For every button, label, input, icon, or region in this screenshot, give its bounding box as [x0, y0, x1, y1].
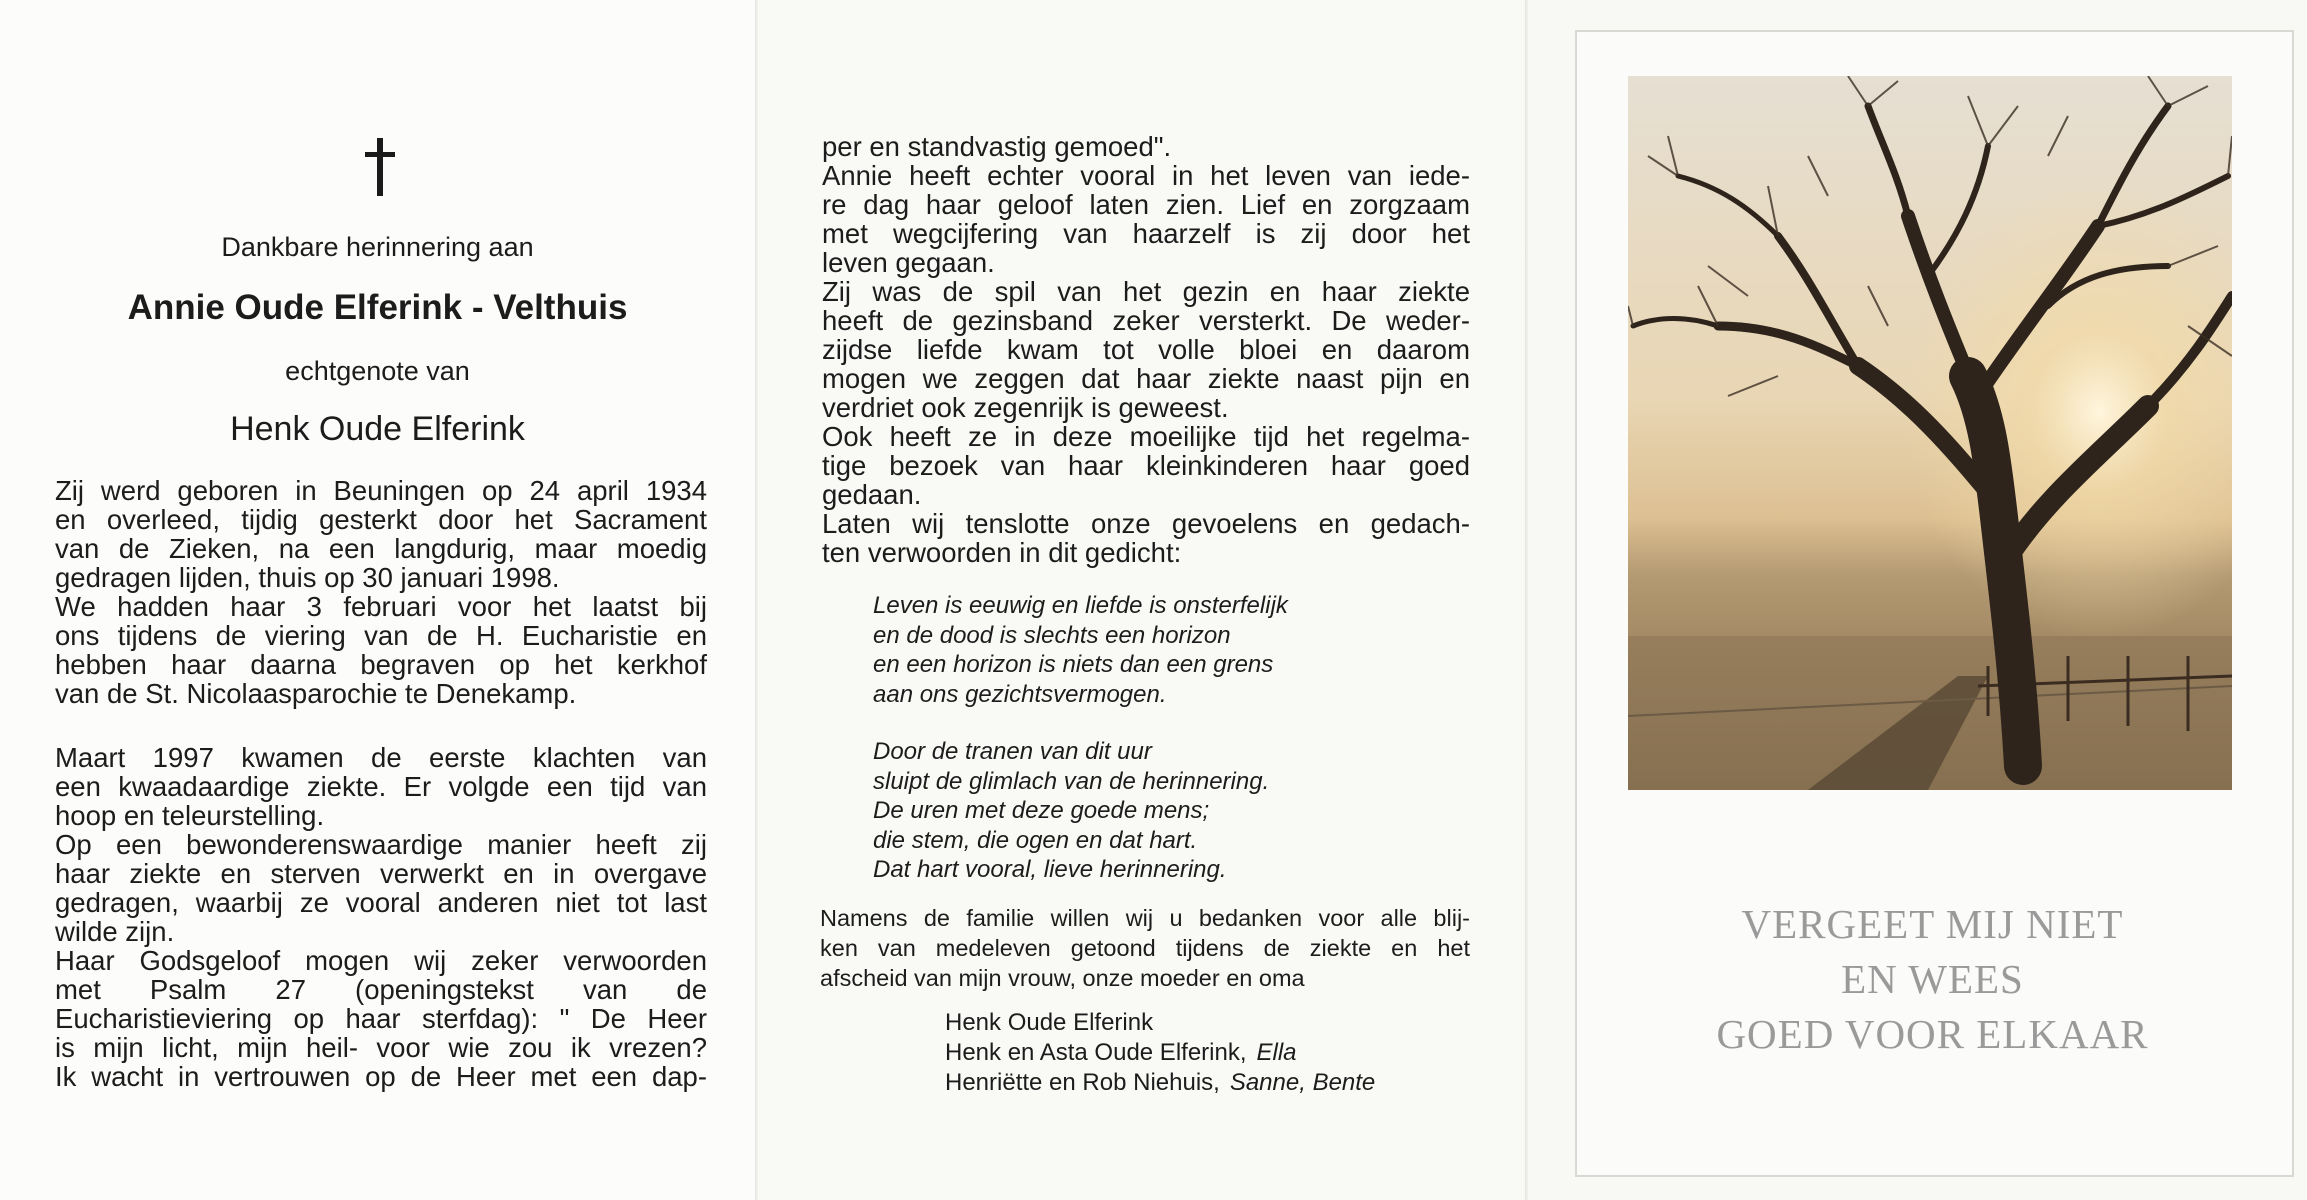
text-line: Ook heeft ze in deze moeilijke tijd het regelma- — [822, 421, 1470, 452]
text-line: afscheid van mijn vrouw, onze moeder en oma — [820, 965, 1305, 991]
poem-line: en een horizon is niets dan een grens — [873, 651, 1274, 678]
text-line: Namens de familie willen wij u bedanken voor alle blij- — [820, 905, 1470, 931]
poem-line: Door de tranen van dit uur — [873, 738, 1152, 765]
poem-line: aan ons gezichtsvermogen. — [873, 680, 1167, 708]
text-line: van de Zieken, na een langdurig, maar moedig — [55, 533, 707, 564]
text-line: hoop en teleurstelling. — [55, 800, 325, 831]
text-line: ten verwoorden in dit gedicht: — [822, 537, 1182, 568]
tree-landscape-photo — [1628, 76, 2232, 790]
text-line: Zij werd geboren in Beuningen op 24 april 1934 — [55, 475, 707, 506]
text-line: We hadden haar 3 februari voor het laatst bij — [55, 591, 707, 622]
text-line: met wegcijfering van haarzelf is zij door het — [822, 218, 1470, 249]
thanks-paragraph — [820, 903, 1470, 993]
poem-line: Leven is eeuwig en liefde is onsterfelijk — [873, 592, 1288, 619]
motto-line: VERGEET MIJ NIET — [1741, 901, 2124, 947]
poem-stanza — [873, 737, 1269, 885]
fold-line — [755, 0, 758, 1200]
text-line: zijdse liefde kwam tot volle bloei en daarom — [822, 334, 1470, 365]
text-line: is mijn licht, mijn heil- voor wie zou ik vrezen? — [55, 1032, 707, 1063]
cross-icon — [365, 138, 395, 196]
motto-line: EN WEES — [1841, 956, 2024, 1002]
text-line: tige bezoek van haar kleinkinderen haar goed — [822, 450, 1470, 481]
text-line: hebben haar daarna begraven op het kerkhof — [55, 649, 707, 680]
poem-line: die stem, die ogen en dat hart. — [873, 826, 1198, 854]
intro-text: Dankbare herinnering aan — [221, 232, 534, 262]
text-line: een kwaadaardige ziekte. Er volgde een tijd van — [55, 771, 707, 802]
spouse-name: Henk Oude Elferink — [230, 410, 525, 448]
text-line: Zij was de spil van het gezin en haar ziekte — [822, 276, 1470, 307]
text-line: Ik wacht in vertrouwen op de Heer met een dap- — [55, 1061, 707, 1092]
text-line: gedragen lijden, thuis op 30 januari 1998. — [55, 562, 560, 593]
illness-paragraph — [55, 743, 707, 1091]
poem-line: en de dood is slechts een horizon — [873, 621, 1231, 649]
text-line: re dag haar geloof laten zien. Lief en zorgzaam — [822, 189, 1470, 220]
spouse-label: echtgenote van — [285, 356, 470, 386]
text-line: per en standvastig gemoed". — [822, 131, 1172, 162]
family-signatures — [945, 1008, 1375, 1098]
signature-line: Henriëtte en Rob Niehuis, Sanne, Bente — [945, 1069, 1376, 1096]
text-line: verdriet ook zegenrijk is geweest. — [822, 392, 1229, 423]
text-line: wilde zijn. — [55, 916, 175, 947]
text-line: Laten wij tenslotte onze gevoelens en gedach- — [822, 508, 1470, 539]
text-line: mogen we zeggen dat haar ziekte naast pijn en — [822, 363, 1470, 394]
poem-line: De uren met deze goede mens; — [873, 797, 1210, 824]
deceased-name: Annie Oude Elferink - Velthuis — [127, 288, 628, 327]
text-line: ons tijdens de viering van de H. Eucharistie en — [55, 620, 707, 651]
fold-line — [1525, 0, 1528, 1200]
continuation-paragraph — [822, 132, 1470, 567]
text-line: Haar Godsgeloof mogen wij zeker verwoorden — [55, 945, 707, 976]
text-line: ken van medeleven getoond tijdens de ziekte en het — [820, 935, 1470, 961]
motto-line: GOED VOOR ELKAAR — [1716, 1011, 2149, 1057]
poem-stanza — [873, 591, 1288, 709]
poem-line: sluipt de glimlach van de herinnering. — [873, 767, 1270, 795]
text-line: Maart 1997 kwamen de eerste klachten van — [55, 742, 707, 773]
signature-line: Henk en Asta Oude Elferink, Ella — [945, 1039, 1297, 1066]
biography-paragraph — [55, 476, 707, 708]
text-line: Annie heeft echter vooral in het leven van iede- — [822, 160, 1470, 191]
text-line: Op een bewonderenswaardige manier heeft zij — [55, 829, 707, 860]
text-line: Eucharistieviering op haar sterfdag): " De Heer — [55, 1003, 707, 1034]
text-line: en overleed, tijdig gesterkt door het Sacrament — [55, 504, 707, 535]
text-line: gedragen, waarbij ze vooral anderen niet tot last — [55, 887, 707, 918]
text-line: met Psalm 27 (openingstekst van de — [55, 974, 707, 1005]
text-line: leven gegaan. — [822, 247, 995, 278]
text-line: haar ziekte en sterven verwerkt en in overgave — [55, 858, 707, 889]
text-line: gedaan. — [822, 479, 922, 510]
text-line: heeft de gezinsband zeker versterkt. De weder- — [822, 305, 1470, 336]
signature-line: Henk Oude Elferink — [945, 1009, 1154, 1036]
text-line: van de St. Nicolaasparochie te Denekamp. — [55, 678, 577, 709]
poem-line: Dat hart vooral, lieve herinnering. — [873, 856, 1227, 883]
